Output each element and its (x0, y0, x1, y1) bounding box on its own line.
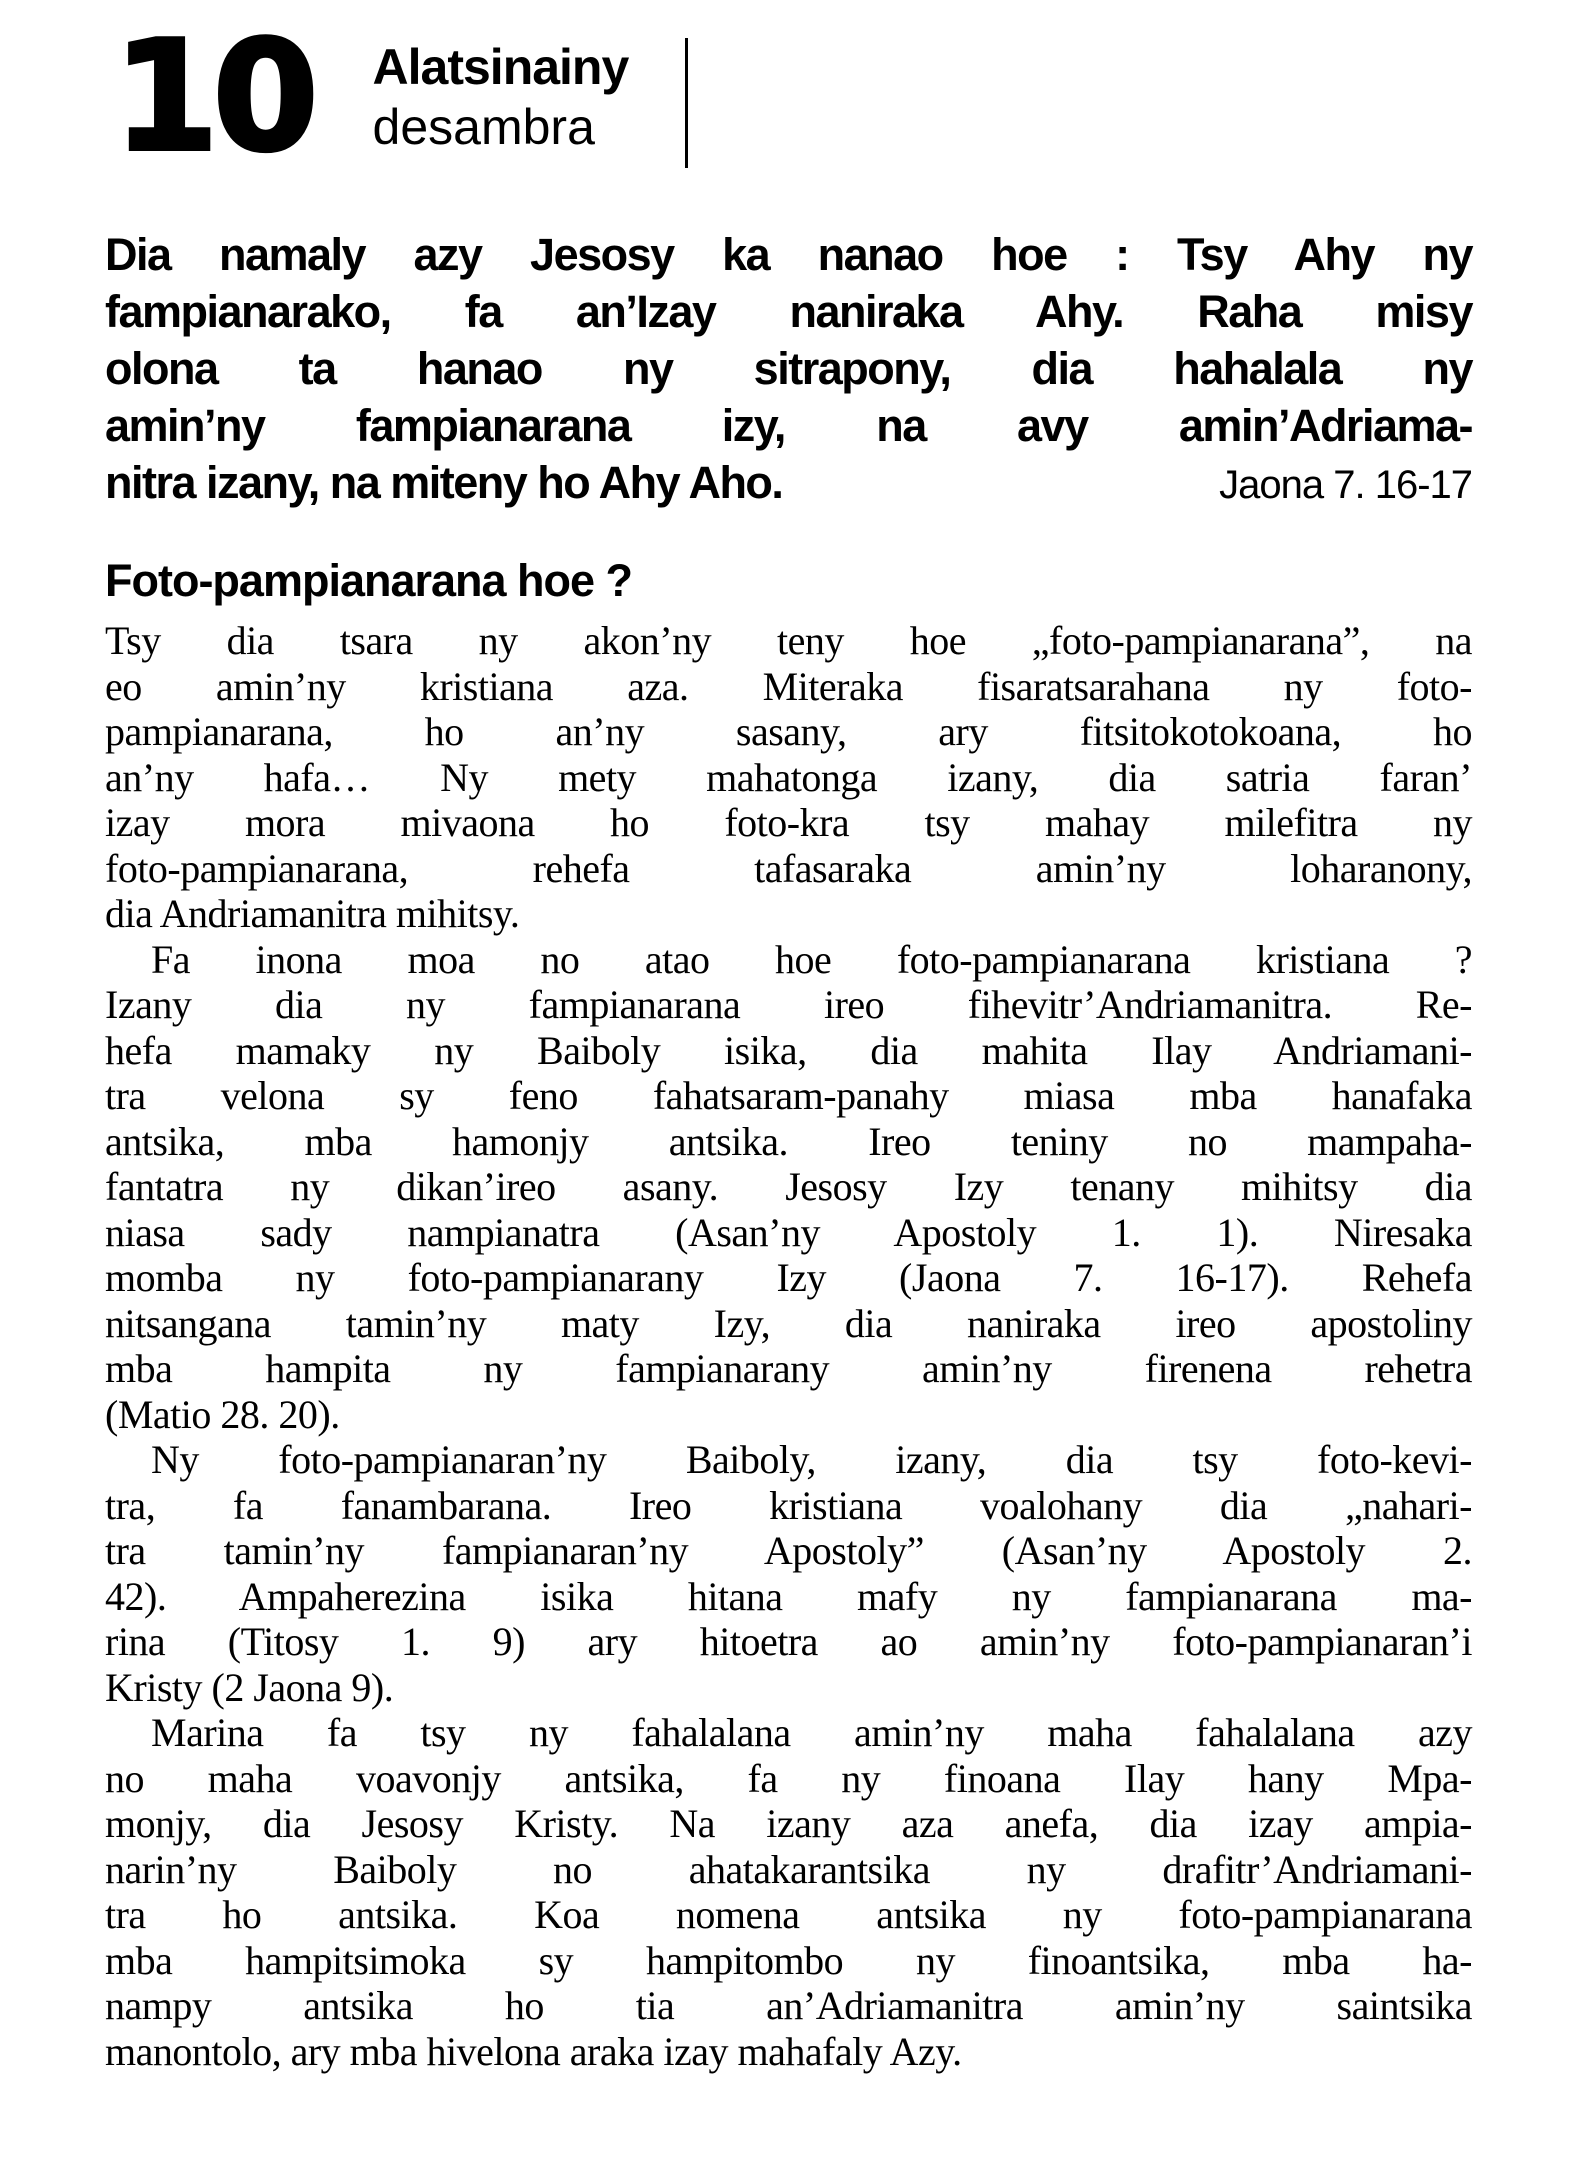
text-line: an’ny hafa… Ny mety mahatonga izany, dia satria faran’ (105, 754, 1472, 800)
verse-line: amin’ny fampianarana izy, na avy amin’Adriama- (105, 400, 1472, 451)
text-line: nitsangana tamin’ny maty Izy, dia naniraka ireo apostoliny (105, 1300, 1472, 1346)
verse-line: olona ta hanao ny sitrapony, dia hahalala ny (105, 343, 1472, 394)
text-line: Izany dia ny fampianarana ireo fihevitr’Andriamanitra. Re- (105, 982, 1472, 1027)
text-line: tra tamin’ny fampianaran’ny Apostoly” (Asan’ny Apostoly 2. (105, 1528, 1472, 1573)
paragraph (105, 1710, 1472, 2074)
text-line: tra, fa fanambarana. Ireo kristiana voalohany dia „nahari- (105, 1482, 1472, 1528)
verse-last-line (105, 454, 1472, 514)
text-line: hefa mamaky ny Baiboly isika, dia mahita Ilay Andriamani- (105, 1027, 1472, 1073)
text-line: Fa inona moa no atao hoe foto-pampianarana kristiana ? (151, 936, 1472, 982)
text-line: niasa sady nampianatra (Asan’ny Apostoly 1. 1). Niresaka (105, 1209, 1472, 1255)
text-line: pampianarana, ho an’ny sasany, ary fitsitokotokoana, ho (105, 709, 1472, 754)
page-content (105, 0, 1472, 2074)
article-body (105, 618, 1472, 2074)
text-line: momba ny foto-pampianarany Izy (Jaona 7. 16-17). Rehefa (105, 1255, 1472, 1300)
text-line: izay mora mivaona ho foto-kra tsy mahay milefitra ny (105, 800, 1472, 845)
text-line: manontolo, ary mba hivelona araka izay mahafaly Azy. (105, 2028, 962, 2074)
text-line: fantatra ny dikan’ireo asany. Jesosy Izy tenany mihitsy dia (105, 1164, 1472, 1209)
day-name: Alatsinainy (372, 39, 629, 95)
text-line: antsika, mba hamonjy antsika. Ireo teniny no mampaha- (105, 1118, 1472, 1164)
header-divider (685, 38, 688, 168)
text-line: 42). Ampaherezina isika hitana mafy ny fampianarana ma- (105, 1573, 1472, 1619)
text-line: monjy, dia Jesosy Kristy. Na izany aza anefa, dia izay ampia- (105, 1801, 1472, 1846)
paragraph (105, 618, 1472, 937)
text-line: dia Andriamanitra mihitsy. (105, 891, 520, 936)
text-line: (Matio 28. 20). (105, 1391, 340, 1437)
text-line: nampy antsika ho tia an’Adriamanitra amin’ny saintsika (105, 1983, 1472, 2028)
text-line: Marina fa tsy ny fahalalana amin’ny maha fahalalana azy (151, 1710, 1472, 1755)
verse-reference: Jaona 7. 16-17 (1219, 463, 1472, 507)
text-line: mba hampita ny fampianarany amin’ny firenena rehetra (105, 1346, 1472, 1391)
header (105, 0, 1472, 206)
text-line: rina (Titosy 1. 9) ary hitoetra ao amin’ny foto-pampianaran’i (105, 1619, 1472, 1664)
text-line: Ny foto-pampianaran’ny Baiboly, izany, dia tsy foto-kevi- (151, 1437, 1472, 1482)
text-line: Tsy dia tsara ny akon’ny teny hoe „foto-pampianarana”, na (105, 618, 1472, 663)
text-line: tra ho antsika. Koa nomena antsika ny foto-pampianarana (105, 1892, 1472, 1937)
text-line: narin’ny Baiboly no ahatakarantsika ny drafitr’Andriamani- (105, 1846, 1472, 1892)
date-block (373, 28, 629, 158)
text-line: tra velona sy feno fahatsaram-panahy miasa mba hanafaka (105, 1073, 1472, 1118)
text-line: Kristy (2 Jaona 9). (105, 1664, 394, 1710)
section-heading: Foto-pampianarana hoe ? (105, 555, 633, 606)
verse-line: Dia namaly azy Jesosy ka nanao hoe : Tsy Ahy ny (105, 229, 1472, 280)
text-line: eo amin’ny kristiana aza. Miteraka fisaratsarahana ny foto- (105, 663, 1472, 709)
text-line: mba hampitsimoka sy hampitombo ny finoantsika, mba ha- (105, 1937, 1472, 1983)
verse-line: fampianarako, fa an’Izay naniraka Ahy. Raha misy (105, 286, 1472, 337)
verse-line: nitra izany, na miteny ho Ahy Aho. (105, 457, 783, 508)
paragraph (105, 1437, 1472, 1710)
verse-quote (105, 226, 1472, 514)
text-line: no maha voavonjy antsika, fa ny finoana Ilay hany Mpa- (105, 1755, 1472, 1801)
day-number: 10 (113, 8, 313, 185)
month-name: desambra (372, 99, 595, 155)
paragraph (105, 937, 1472, 1438)
text-line: foto-pampianarana, rehefa tafasaraka amin’ny loharanony, (105, 845, 1472, 891)
